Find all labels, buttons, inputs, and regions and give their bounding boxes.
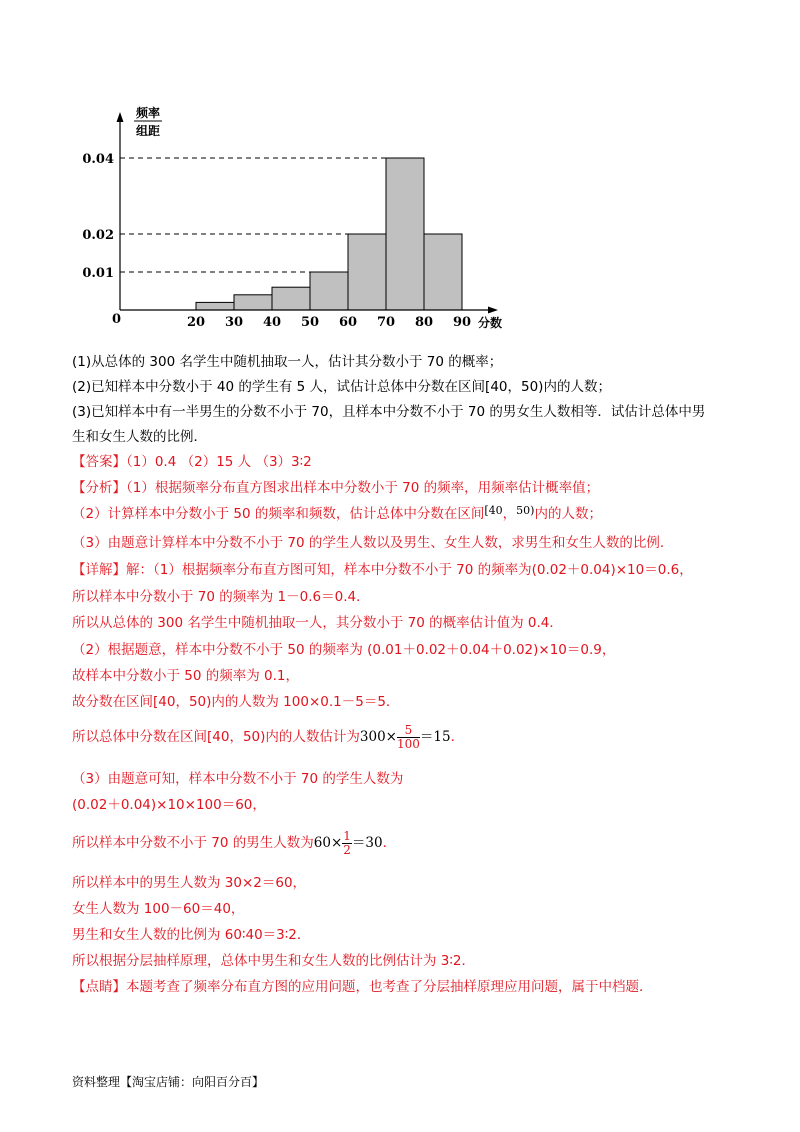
math-equals-15: ＝15: [419, 729, 451, 745]
y-tick-label: 0.02: [82, 228, 114, 243]
comment-text: 本题考查了频率分布直方图的应用问题，也考查了分层抽样原理应用问题，属于中档题．: [126, 979, 653, 995]
bar-60-70: [348, 234, 386, 310]
x-tick-labels: [187, 315, 471, 330]
analysis-line-3: （3）由题意计算样本中分数不小于 70 的学生人数以及男生、女生人数，求男生和女生人数的比例．: [72, 535, 674, 551]
x-axis-label: 分数: [478, 316, 503, 330]
bar-30-40: [234, 295, 272, 310]
question-3-line-2: 生和女生人数的比例．: [72, 429, 207, 445]
interval-left: [40: [484, 504, 503, 517]
y-label-bottom: 组距: [136, 124, 161, 138]
detail-label: 【详解】: [72, 562, 126, 578]
detail-line-9: (0.02＋0.04)×10×100＝60，: [72, 797, 266, 813]
y-axis-arrow-icon: [117, 112, 124, 122]
answer-text: （1）0.4 （2）15 人 （3）3∶2: [126, 454, 312, 470]
x-tick-label: 20: [186, 315, 206, 330]
x-tick-label: 40: [262, 315, 282, 330]
question-3-line-1: (3)已知样本中有一半男生的分数不小于 70，且样本中分数不小于 70 的男女生人数相等．试估计总体中男: [72, 404, 706, 420]
fraction-numerator: 1: [343, 828, 351, 843]
dashed-guide-lines: [120, 158, 386, 272]
math-300-times: 300×: [359, 729, 397, 745]
y-label-top: 频率: [136, 106, 161, 120]
bar-50-60: [310, 272, 348, 310]
answer-label: 【答案】: [72, 454, 126, 470]
detail-text-7-post: ．: [450, 729, 465, 745]
fraction-5-over-100: [397, 724, 420, 751]
comment-line: [72, 977, 732, 997]
interval-right: 50): [516, 504, 535, 517]
bar-20-30: [196, 302, 234, 310]
analysis-text-2-pre: （2）计算样本中分数小于 50 的频率和频数，估计总体中分数在区间: [72, 506, 485, 522]
x-tick-label: 60: [338, 315, 358, 330]
detail-line-12: 女生人数为 100－60＝40，: [72, 901, 245, 917]
bar-70-80: [386, 158, 424, 310]
detail-line-11: 所以样本中的男生人数为 30×2＝60，: [72, 875, 307, 891]
bar-40-50: [272, 287, 310, 310]
x-tick-label: 50: [300, 315, 320, 330]
detail-line-1: [72, 560, 732, 580]
analysis-text-2-post: 内的人数；: [534, 506, 602, 522]
y-tick-labels: [82, 152, 114, 281]
detail-line-10: [72, 828, 732, 858]
question-2: (2)已知样本中分数小于 40 的学生有 5 人，试估计总体中分数在区间[40，50)内的人数；: [72, 379, 611, 395]
y-tick-label: 0.01: [82, 266, 114, 281]
detail-text-10-pre: 所以样本中分数不小于 70 的男生人数为: [72, 835, 314, 851]
fraction-numerator: 5: [397, 724, 420, 738]
detail-line-2: 所以样本中分数小于 70 的频率为 1－0.6＝0.4．: [72, 589, 370, 605]
analysis-text-1: （1）根据频率分布直方图求出样本中分数小于 70 的频率，用频率估计概率值；: [126, 480, 600, 496]
analysis-line-1: [72, 478, 732, 498]
detail-text-1: 解：（1）根据频率分布直方图可知，样本中分数不小于 70 的频率为(0.02＋0.04)×10＝0.6，: [126, 562, 693, 578]
detail-line-3: 所以从总体的 300 名学生中随机抽取一人，其分数小于 70 的概率估计值为 0.4．: [72, 615, 563, 631]
x-tick-label: 90: [452, 315, 472, 330]
detail-line-6: 故分数在区间[40，50)内的人数为 100×0.1－5＝5．: [72, 694, 400, 710]
question-1: (1)从总体的 300 名学生中随机抽取一人，估计其分数小于 70 的概率；: [72, 354, 503, 370]
bar-80-90: [424, 234, 462, 310]
origin-label: 0: [112, 312, 122, 327]
interval-separator: ，: [502, 506, 517, 522]
analysis-line-2: [72, 504, 732, 525]
detail-text-10-post: ．: [382, 835, 397, 851]
answer-line: [72, 452, 732, 472]
x-axis-arrow-icon: [488, 307, 498, 314]
x-tick-label: 30: [224, 315, 244, 330]
fraction-denominator: 100: [396, 736, 420, 751]
fraction-denominator: 2: [343, 842, 351, 857]
detail-line-8: （3）由题意可知，样本中分数不小于 70 的学生人数为: [72, 771, 404, 787]
detail-line-13: 男生和女生人数的比例为 60∶40＝3∶2．: [72, 927, 311, 943]
math-60-times: 60×: [313, 835, 343, 851]
detail-line-5: 故样本中分数小于 50 的频率为 0.1，: [72, 668, 300, 684]
detail-line-7: [72, 722, 732, 752]
y-tick-label: 0.04: [82, 152, 114, 167]
detail-line-14: 所以根据分层抽样原理，总体中男生和女生人数的比例估计为 3∶2．: [72, 953, 475, 969]
detail-line-4: （2）根据题意，样本中分数不小于 50 的频率为 (0.01＋0.02＋0.04＋0.02)×10＝0.9，: [72, 642, 616, 658]
fraction-1-over-2: [342, 830, 352, 857]
math-equals-30: ＝30: [351, 835, 383, 851]
analysis-label: 【分析】: [72, 480, 126, 496]
comment-label: 【点睛】: [72, 979, 126, 995]
x-tick-label: 70: [376, 315, 396, 330]
footer-source: 资料整理【淘宝店铺：向阳百分百】: [72, 1075, 265, 1089]
x-tick-label: 80: [414, 315, 434, 330]
histogram-chart: [82, 100, 520, 340]
detail-text-7-pre: 所以总体中分数在区间[40，50)内的人数估计为: [72, 729, 360, 745]
